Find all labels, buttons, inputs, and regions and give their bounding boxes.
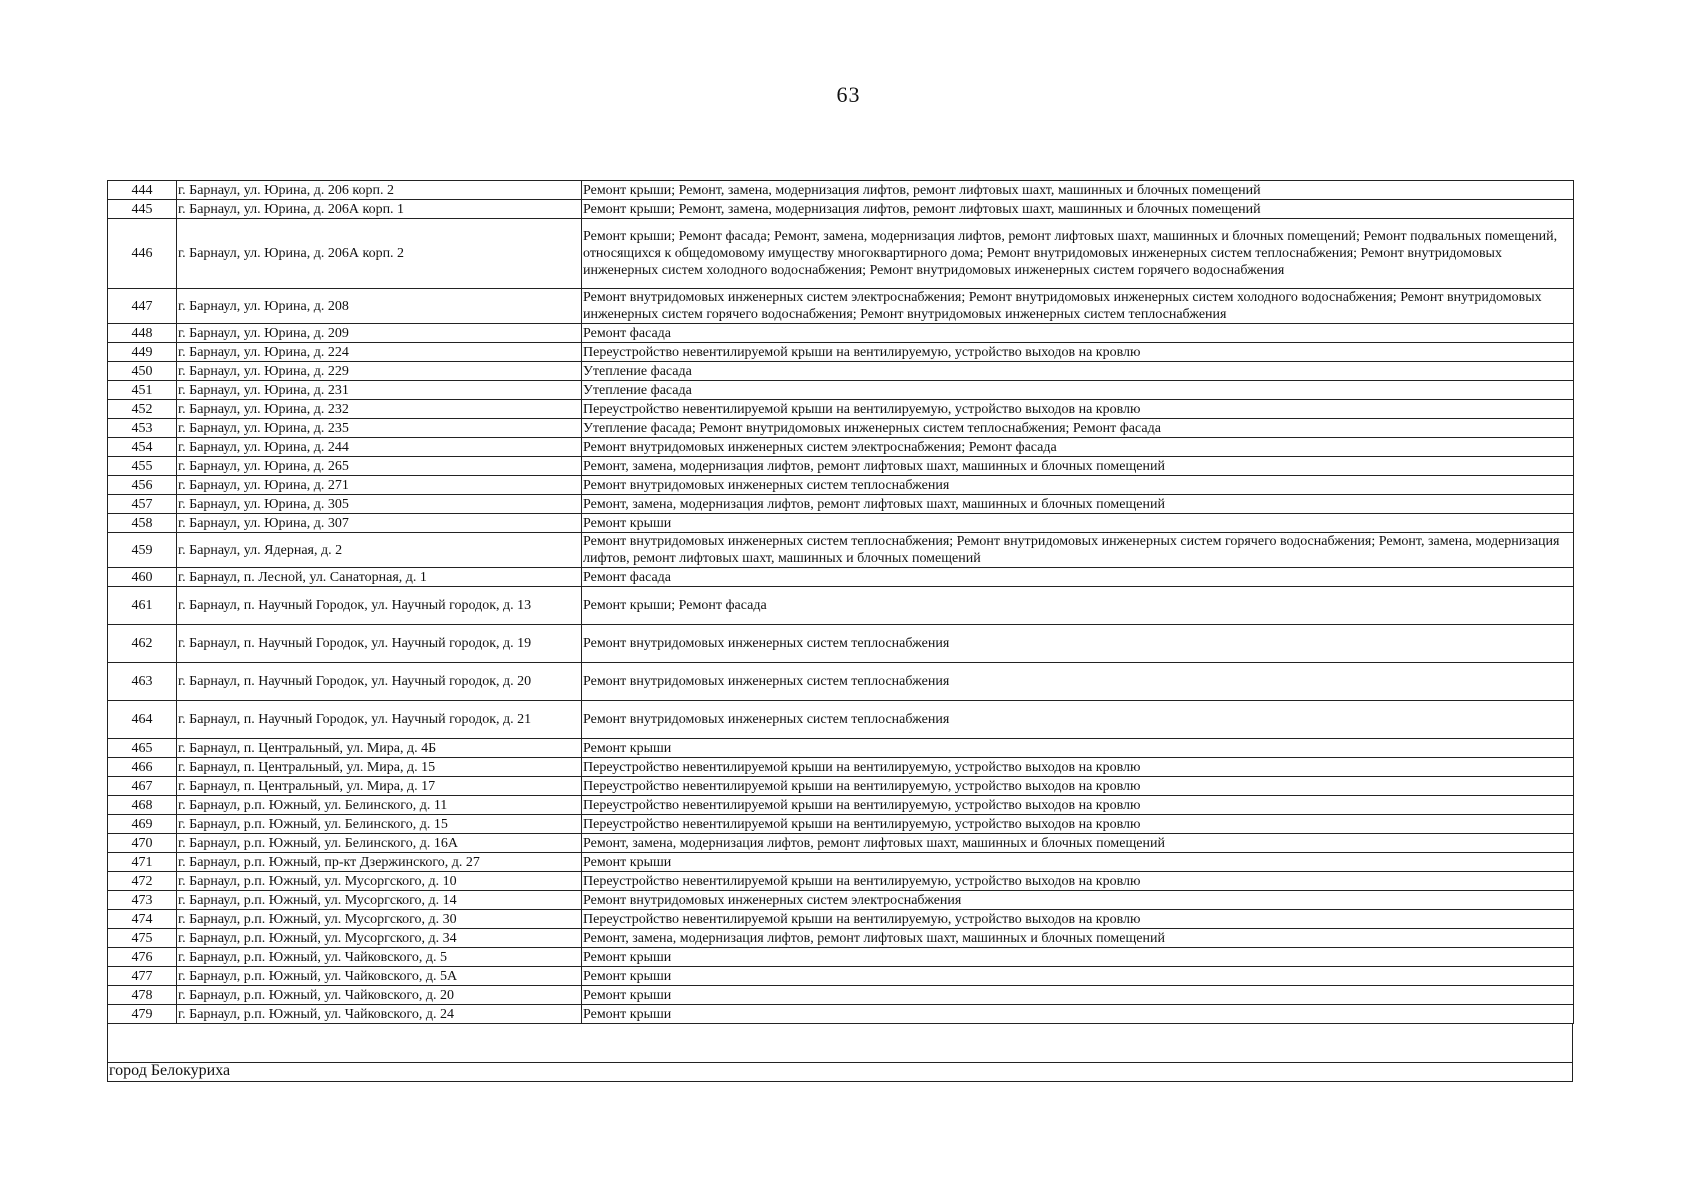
table-row xyxy=(108,381,1574,400)
row-address: г. Барнаул, п. Центральный, ул. Мира, д. 15 xyxy=(177,758,582,777)
row-number: 467 xyxy=(108,777,177,796)
row-number: 459 xyxy=(108,533,177,568)
section-header-row xyxy=(107,1024,1573,1082)
row-number: 445 xyxy=(108,200,177,219)
table-row xyxy=(108,362,1574,381)
row-works: Ремонт крыши; Ремонт, замена, модернизация лифтов, ремонт лифтовых шахт, машинных и блочных помещений xyxy=(582,181,1574,200)
row-works: Переустройство невентилируемой крыши на вентилируемую, устройство выходов на кровлю xyxy=(582,400,1574,419)
row-number: 469 xyxy=(108,815,177,834)
table-row xyxy=(108,219,1574,289)
row-works: Ремонт крыши xyxy=(582,1005,1574,1024)
row-works: Ремонт, замена, модернизация лифтов, ремонт лифтовых шахт, машинных и блочных помещений xyxy=(582,834,1574,853)
row-number: 457 xyxy=(108,495,177,514)
row-works: Ремонт, замена, модернизация лифтов, ремонт лифтовых шахт, машинных и блочных помещений xyxy=(582,457,1574,476)
row-address: г. Барнаул, р.п. Южный, ул. Чайковского, д. 20 xyxy=(177,986,582,1005)
section-title: город Белокуриха xyxy=(109,1062,231,1079)
row-address: г. Барнаул, ул. Ядерная, д. 2 xyxy=(177,533,582,568)
table-row xyxy=(108,777,1574,796)
row-number: 473 xyxy=(108,891,177,910)
table-row xyxy=(108,533,1574,568)
table-row xyxy=(108,948,1574,967)
row-address: г. Барнаул, п. Центральный, ул. Мира, д. 17 xyxy=(177,777,582,796)
table-row xyxy=(108,872,1574,891)
row-address: г. Барнаул, р.п. Южный, ул. Белинского, д. 16А xyxy=(177,834,582,853)
row-works: Ремонт крыши; Ремонт фасада; Ремонт, замена, модернизация лифтов, ремонт лифтовых шахт, машинных и блочных помещений; Ремонт подвальных помещений, относящихся к общедомовому имуществу многоквартирного дома; Ремонт внутридомовых инженерных систем теплоснабжения; Ремонт внутридомовых инженерных систем холодного водоснабжения; Ремонт внутридомовых инженерных систем горячего водоснабжения xyxy=(582,219,1574,289)
table-row xyxy=(108,419,1574,438)
row-number: 464 xyxy=(108,701,177,739)
row-number: 463 xyxy=(108,663,177,701)
row-number: 466 xyxy=(108,758,177,777)
table-row xyxy=(108,457,1574,476)
row-number: 462 xyxy=(108,625,177,663)
row-address: г. Барнаул, ул. Юрина, д. 307 xyxy=(177,514,582,533)
row-works: Утепление фасада xyxy=(582,381,1574,400)
row-address: г. Барнаул, р.п. Южный, ул. Мусоргского, д. 14 xyxy=(177,891,582,910)
row-number: 471 xyxy=(108,853,177,872)
row-address: г. Барнаул, ул. Юрина, д. 235 xyxy=(177,419,582,438)
row-works: Переустройство невентилируемой крыши на вентилируемую, устройство выходов на кровлю xyxy=(582,796,1574,815)
row-works: Ремонт крыши xyxy=(582,967,1574,986)
row-works: Ремонт крыши xyxy=(582,986,1574,1005)
table-row xyxy=(108,476,1574,495)
table-row xyxy=(108,568,1574,587)
row-works: Переустройство невентилируемой крыши на вентилируемую, устройство выходов на кровлю xyxy=(582,910,1574,929)
table-row xyxy=(108,625,1574,663)
row-address: г. Барнаул, ул. Юрина, д. 232 xyxy=(177,400,582,419)
row-number: 478 xyxy=(108,986,177,1005)
row-address: г. Барнаул, п. Научный Городок, ул. Научный городок, д. 20 xyxy=(177,663,582,701)
row-number: 450 xyxy=(108,362,177,381)
row-address: г. Барнаул, р.п. Южный, ул. Мусоргского, д. 30 xyxy=(177,910,582,929)
row-number: 477 xyxy=(108,967,177,986)
row-address: г. Барнаул, р.п. Южный, ул. Мусоргского, д. 34 xyxy=(177,929,582,948)
row-address: г. Барнаул, ул. Юрина, д. 305 xyxy=(177,495,582,514)
table-row xyxy=(108,514,1574,533)
row-works: Утепление фасада; Ремонт внутридомовых инженерных систем теплоснабжения; Ремонт фасада xyxy=(582,419,1574,438)
row-address: г. Барнаул, п. Научный Городок, ул. Научный городок, д. 13 xyxy=(177,587,582,625)
row-number: 479 xyxy=(108,1005,177,1024)
table-row xyxy=(108,200,1574,219)
row-works: Переустройство невентилируемой крыши на вентилируемую, устройство выходов на кровлю xyxy=(582,815,1574,834)
row-works: Ремонт крыши xyxy=(582,514,1574,533)
row-address: г. Барнаул, ул. Юрина, д. 265 xyxy=(177,457,582,476)
row-works: Ремонт внутридомовых инженерных систем электроснабжения; Ремонт фасада xyxy=(582,438,1574,457)
row-number: 452 xyxy=(108,400,177,419)
table-row xyxy=(108,324,1574,343)
table-row xyxy=(108,289,1574,324)
row-works: Ремонт крыши; Ремонт фасада xyxy=(582,587,1574,625)
row-number: 475 xyxy=(108,929,177,948)
table-row xyxy=(108,739,1574,758)
table-row xyxy=(108,986,1574,1005)
row-works: Ремонт фасада xyxy=(582,324,1574,343)
row-works: Ремонт внутридомовых инженерных систем теплоснабжения xyxy=(582,476,1574,495)
row-works: Ремонт, замена, модернизация лифтов, ремонт лифтовых шахт, машинных и блочных помещений xyxy=(582,495,1574,514)
row-number: 476 xyxy=(108,948,177,967)
row-works: Ремонт внутридомовых инженерных систем электроснабжения xyxy=(582,891,1574,910)
row-number: 456 xyxy=(108,476,177,495)
table-row xyxy=(108,400,1574,419)
row-address: г. Барнаул, ул. Юрина, д. 271 xyxy=(177,476,582,495)
row-number: 472 xyxy=(108,872,177,891)
table-row xyxy=(108,343,1574,362)
row-address: г. Барнаул, ул. Юрина, д. 224 xyxy=(177,343,582,362)
row-address: г. Барнаул, ул. Юрина, д. 206А корп. 2 xyxy=(177,219,582,289)
row-works: Ремонт внутридомовых инженерных систем электроснабжения; Ремонт внутридомовых инженерных систем холодного водоснабжения; Ремонт внутридомовых инженерных систем горячего водоснабжения; Ремонт внутридомовых инженерных систем теплоснабжения xyxy=(582,289,1574,324)
table-row xyxy=(108,587,1574,625)
row-works: Ремонт крыши; Ремонт, замена, модернизация лифтов, ремонт лифтовых шахт, машинных и блочных помещений xyxy=(582,200,1574,219)
row-address: г. Барнаул, п. Лесной, ул. Санаторная, д. 1 xyxy=(177,568,582,587)
row-number: 468 xyxy=(108,796,177,815)
row-works: Ремонт крыши xyxy=(582,948,1574,967)
row-number: 470 xyxy=(108,834,177,853)
row-number: 453 xyxy=(108,419,177,438)
row-works: Утепление фасада xyxy=(582,362,1574,381)
row-address: г. Барнаул, р.п. Южный, ул. Чайковского, д. 5А xyxy=(177,967,582,986)
row-number: 460 xyxy=(108,568,177,587)
table-row xyxy=(108,891,1574,910)
table-row xyxy=(108,181,1574,200)
row-number: 455 xyxy=(108,457,177,476)
page-number: 63 xyxy=(836,82,861,107)
table-row xyxy=(108,834,1574,853)
row-address: г. Барнаул, ул. Юрина, д. 208 xyxy=(177,289,582,324)
row-address: г. Барнаул, р.п. Южный, ул. Белинского, д. 15 xyxy=(177,815,582,834)
table-row xyxy=(108,853,1574,872)
table-row xyxy=(108,967,1574,986)
row-works: Ремонт крыши xyxy=(582,739,1574,758)
row-address: г. Барнаул, р.п. Южный, ул. Чайковского, д. 5 xyxy=(177,948,582,967)
row-address: г. Барнаул, ул. Юрина, д. 231 xyxy=(177,381,582,400)
row-address: г. Барнаул, р.п. Южный, пр-кт Дзержинского, д. 27 xyxy=(177,853,582,872)
row-address: г. Барнаул, ул. Юрина, д. 209 xyxy=(177,324,582,343)
row-works: Переустройство невентилируемой крыши на вентилируемую, устройство выходов на кровлю xyxy=(582,872,1574,891)
row-works: Ремонт внутридомовых инженерных систем теплоснабжения; Ремонт внутридомовых инженерных систем горячего водоснабжения; Ремонт, замена, модернизация лифтов, ремонт лифтовых шахт, машинных и блочных помещений xyxy=(582,533,1574,568)
table-row xyxy=(108,1005,1574,1024)
row-works: Ремонт крыши xyxy=(582,853,1574,872)
row-works: Переустройство невентилируемой крыши на вентилируемую, устройство выходов на кровлю xyxy=(582,777,1574,796)
table-row xyxy=(108,796,1574,815)
row-works: Ремонт внутридомовых инженерных систем теплоснабжения xyxy=(582,625,1574,663)
row-address: г. Барнаул, р.п. Южный, ул. Белинского, д. 11 xyxy=(177,796,582,815)
table-row xyxy=(108,438,1574,457)
row-address: г. Барнаул, ул. Юрина, д. 206А корп. 1 xyxy=(177,200,582,219)
row-number: 451 xyxy=(108,381,177,400)
row-number: 448 xyxy=(108,324,177,343)
row-number: 474 xyxy=(108,910,177,929)
row-address: г. Барнаул, п. Центральный, ул. Мира, д. 4Б xyxy=(177,739,582,758)
row-works: Ремонт внутридомовых инженерных систем теплоснабжения xyxy=(582,701,1574,739)
row-address: г. Барнаул, ул. Юрина, д. 229 xyxy=(177,362,582,381)
row-works: Ремонт внутридомовых инженерных систем теплоснабжения xyxy=(582,663,1574,701)
table-row xyxy=(108,701,1574,739)
row-works: Переустройство невентилируемой крыши на вентилируемую, устройство выходов на кровлю xyxy=(582,343,1574,362)
section-divider xyxy=(108,1062,1572,1063)
row-number: 458 xyxy=(108,514,177,533)
row-address: г. Барнаул, р.п. Южный, ул. Чайковского, д. 24 xyxy=(177,1005,582,1024)
table-row xyxy=(108,815,1574,834)
row-address: г. Барнаул, п. Научный Городок, ул. Научный городок, д. 19 xyxy=(177,625,582,663)
row-number: 461 xyxy=(108,587,177,625)
table-row xyxy=(108,495,1574,514)
row-number: 444 xyxy=(108,181,177,200)
table-row xyxy=(108,929,1574,948)
row-address: г. Барнаул, ул. Юрина, д. 206 корп. 2 xyxy=(177,181,582,200)
row-number: 465 xyxy=(108,739,177,758)
repairs-table-body xyxy=(108,181,1574,1024)
row-address: г. Барнаул, ул. Юрина, д. 244 xyxy=(177,438,582,457)
row-address: г. Барнаул, п. Научный Городок, ул. Научный городок, д. 21 xyxy=(177,701,582,739)
repairs-sheet xyxy=(107,180,1573,1082)
row-number: 447 xyxy=(108,289,177,324)
row-number: 449 xyxy=(108,343,177,362)
repairs-table xyxy=(107,180,1574,1024)
row-works: Ремонт, замена, модернизация лифтов, ремонт лифтовых шахт, машинных и блочных помещений xyxy=(582,929,1574,948)
table-row xyxy=(108,758,1574,777)
row-works: Ремонт фасада xyxy=(582,568,1574,587)
row-number: 454 xyxy=(108,438,177,457)
row-number: 446 xyxy=(108,219,177,289)
table-row xyxy=(108,910,1574,929)
row-works: Переустройство невентилируемой крыши на вентилируемую, устройство выходов на кровлю xyxy=(582,758,1574,777)
table-row xyxy=(108,663,1574,701)
row-address: г. Барнаул, р.п. Южный, ул. Мусоргского, д. 10 xyxy=(177,872,582,891)
